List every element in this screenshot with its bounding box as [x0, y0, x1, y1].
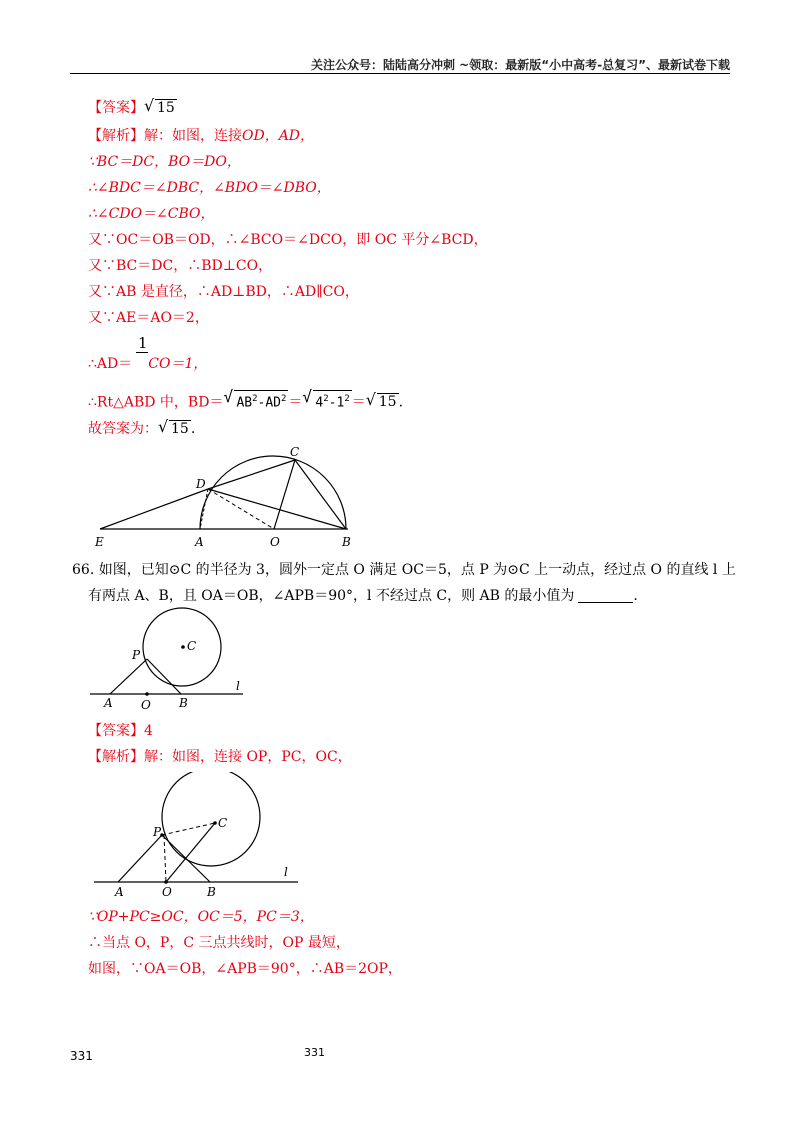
q65-step-8: ∴AD＝ CO＝1，: [88, 356, 208, 372]
q65-step-3: ∴∠CDO＝∠CBO，: [88, 206, 215, 222]
analysis-label: 【解析】: [88, 749, 144, 765]
q65-conclusion: 故答案为：√ 15 .: [88, 420, 195, 438]
footer-page-number-center: 331: [304, 1046, 325, 1059]
label-C: C: [290, 445, 300, 459]
q66-figure: [88, 606, 258, 711]
segment-CO: [274, 460, 295, 529]
point-C: [181, 645, 185, 649]
q65-step-1: ∵BC＝DC，BO＝DO，: [88, 154, 241, 170]
point-O: [164, 880, 168, 884]
q65-step-9: ∴Rt△ABD 中，BD＝√ $AB^2-AD^2$ ＝√ $4^2-1^2$ ＝√ 15 .: [88, 390, 403, 412]
point-O: [145, 692, 149, 696]
label-O: O: [162, 885, 172, 899]
q65-figure: [90, 440, 360, 552]
q66-solution-figure: [90, 772, 300, 900]
q66-analysis-line: 【解析】解：如图，连接 OP，PC，OC，: [88, 749, 352, 765]
segment-PA: [118, 835, 162, 882]
q65-step-6: 又∵AB 是直径，∴AD⊥BD，∴AD∥CO，: [88, 284, 359, 300]
answer-label: 【答案】: [88, 723, 144, 739]
segment-CB: [295, 460, 346, 529]
answer-radical: √ 15: [146, 99, 177, 117]
label-E: E: [95, 535, 104, 549]
answer-label: 【答案】: [88, 100, 144, 116]
q65-analysis-line: 【解析】解：如图，连接OD，AD，: [88, 128, 315, 144]
label-B: B: [207, 885, 216, 899]
q66-step-1: ∵OP+PC≥OC，OC＝5，PC＝3，: [88, 909, 314, 925]
conclusion-radical: √ 15: [160, 420, 191, 438]
answer-value: 4: [144, 723, 153, 739]
segment-OC: [166, 823, 215, 882]
q65-step-4: 又∵OC＝OB＝OD，∴∠BCO＝∠DCO，即 OC 平分∠BCD，: [88, 232, 488, 248]
label-B: B: [179, 696, 188, 710]
fraction-bar: [136, 352, 148, 353]
q65-step-5: 又∵BC＝DC，∴BD⊥CO，: [88, 258, 273, 274]
analysis-label: 【解析】: [88, 128, 144, 144]
label-l: l: [284, 865, 288, 879]
q66-text-line-2: 有两点 A、B，且 OA＝OB，∠APB＝90°，l 不经过点 C，则 AB 的最小值为 .: [88, 588, 638, 604]
header-rule: [70, 73, 730, 74]
q66-answer-line: [88, 722, 153, 740]
label-A: A: [115, 885, 124, 899]
radical-4-1: √ $4^2-1^2$: [304, 390, 351, 412]
q66-text-line-1: 66. 如图，已知⊙C 的半径为 3，圆外一定点 O 满足 OC＝5，点 P 为⊙C 上一动点，经过点 O 的直线 l 上: [72, 562, 736, 578]
footer-page-number-left: 331: [70, 1049, 93, 1063]
label-B: B: [342, 535, 351, 549]
q65-answer-line: [88, 99, 177, 117]
segment-DO-dashed: [208, 489, 274, 529]
label-A: A: [195, 535, 204, 549]
label-D: D: [196, 477, 206, 491]
point-C: [213, 821, 217, 825]
radical-ab-ad: √ $AB^2-AD^2$: [225, 390, 288, 412]
label-P: P: [153, 825, 162, 839]
segment-DC: [208, 460, 295, 489]
question-number: 66.: [72, 562, 95, 578]
q65-step-7: 又∵AE＝AO＝2，: [88, 310, 209, 326]
label-A: A: [104, 696, 113, 710]
segment-DA-dashed: [200, 489, 208, 529]
segment-ED: [100, 489, 208, 529]
label-P: P: [132, 648, 141, 662]
circle-C: [162, 772, 260, 866]
segment-DB: [208, 489, 346, 529]
label-l: l: [236, 679, 240, 693]
page-header: 关注公众号：陆陆高分冲刺 ~领取：最新版“小中高考-总复习”、最新试卷下载: [311, 58, 730, 72]
answer-blank: [578, 588, 633, 603]
segment-PA: [110, 659, 147, 694]
label-O: O: [270, 535, 280, 549]
segment-PB: [147, 659, 181, 694]
q65-step-2: ∴∠BDC＝∠DBC，∠BDO＝∠DBO，: [88, 180, 331, 196]
fraction-numerator: 1: [138, 334, 148, 352]
q66-step-3: 如图，∵OA＝OB，∠APB＝90°，∴AB＝2OP，: [88, 961, 402, 977]
label-O: O: [141, 698, 151, 711]
radical-15: √ 15: [368, 393, 399, 411]
label-C: C: [218, 816, 228, 830]
q66-step-2: ∴当点 O，P，C 三点共线时，OP 最短，: [88, 935, 350, 951]
label-C: C: [187, 639, 197, 653]
segment-PO-dashed: [164, 835, 166, 882]
